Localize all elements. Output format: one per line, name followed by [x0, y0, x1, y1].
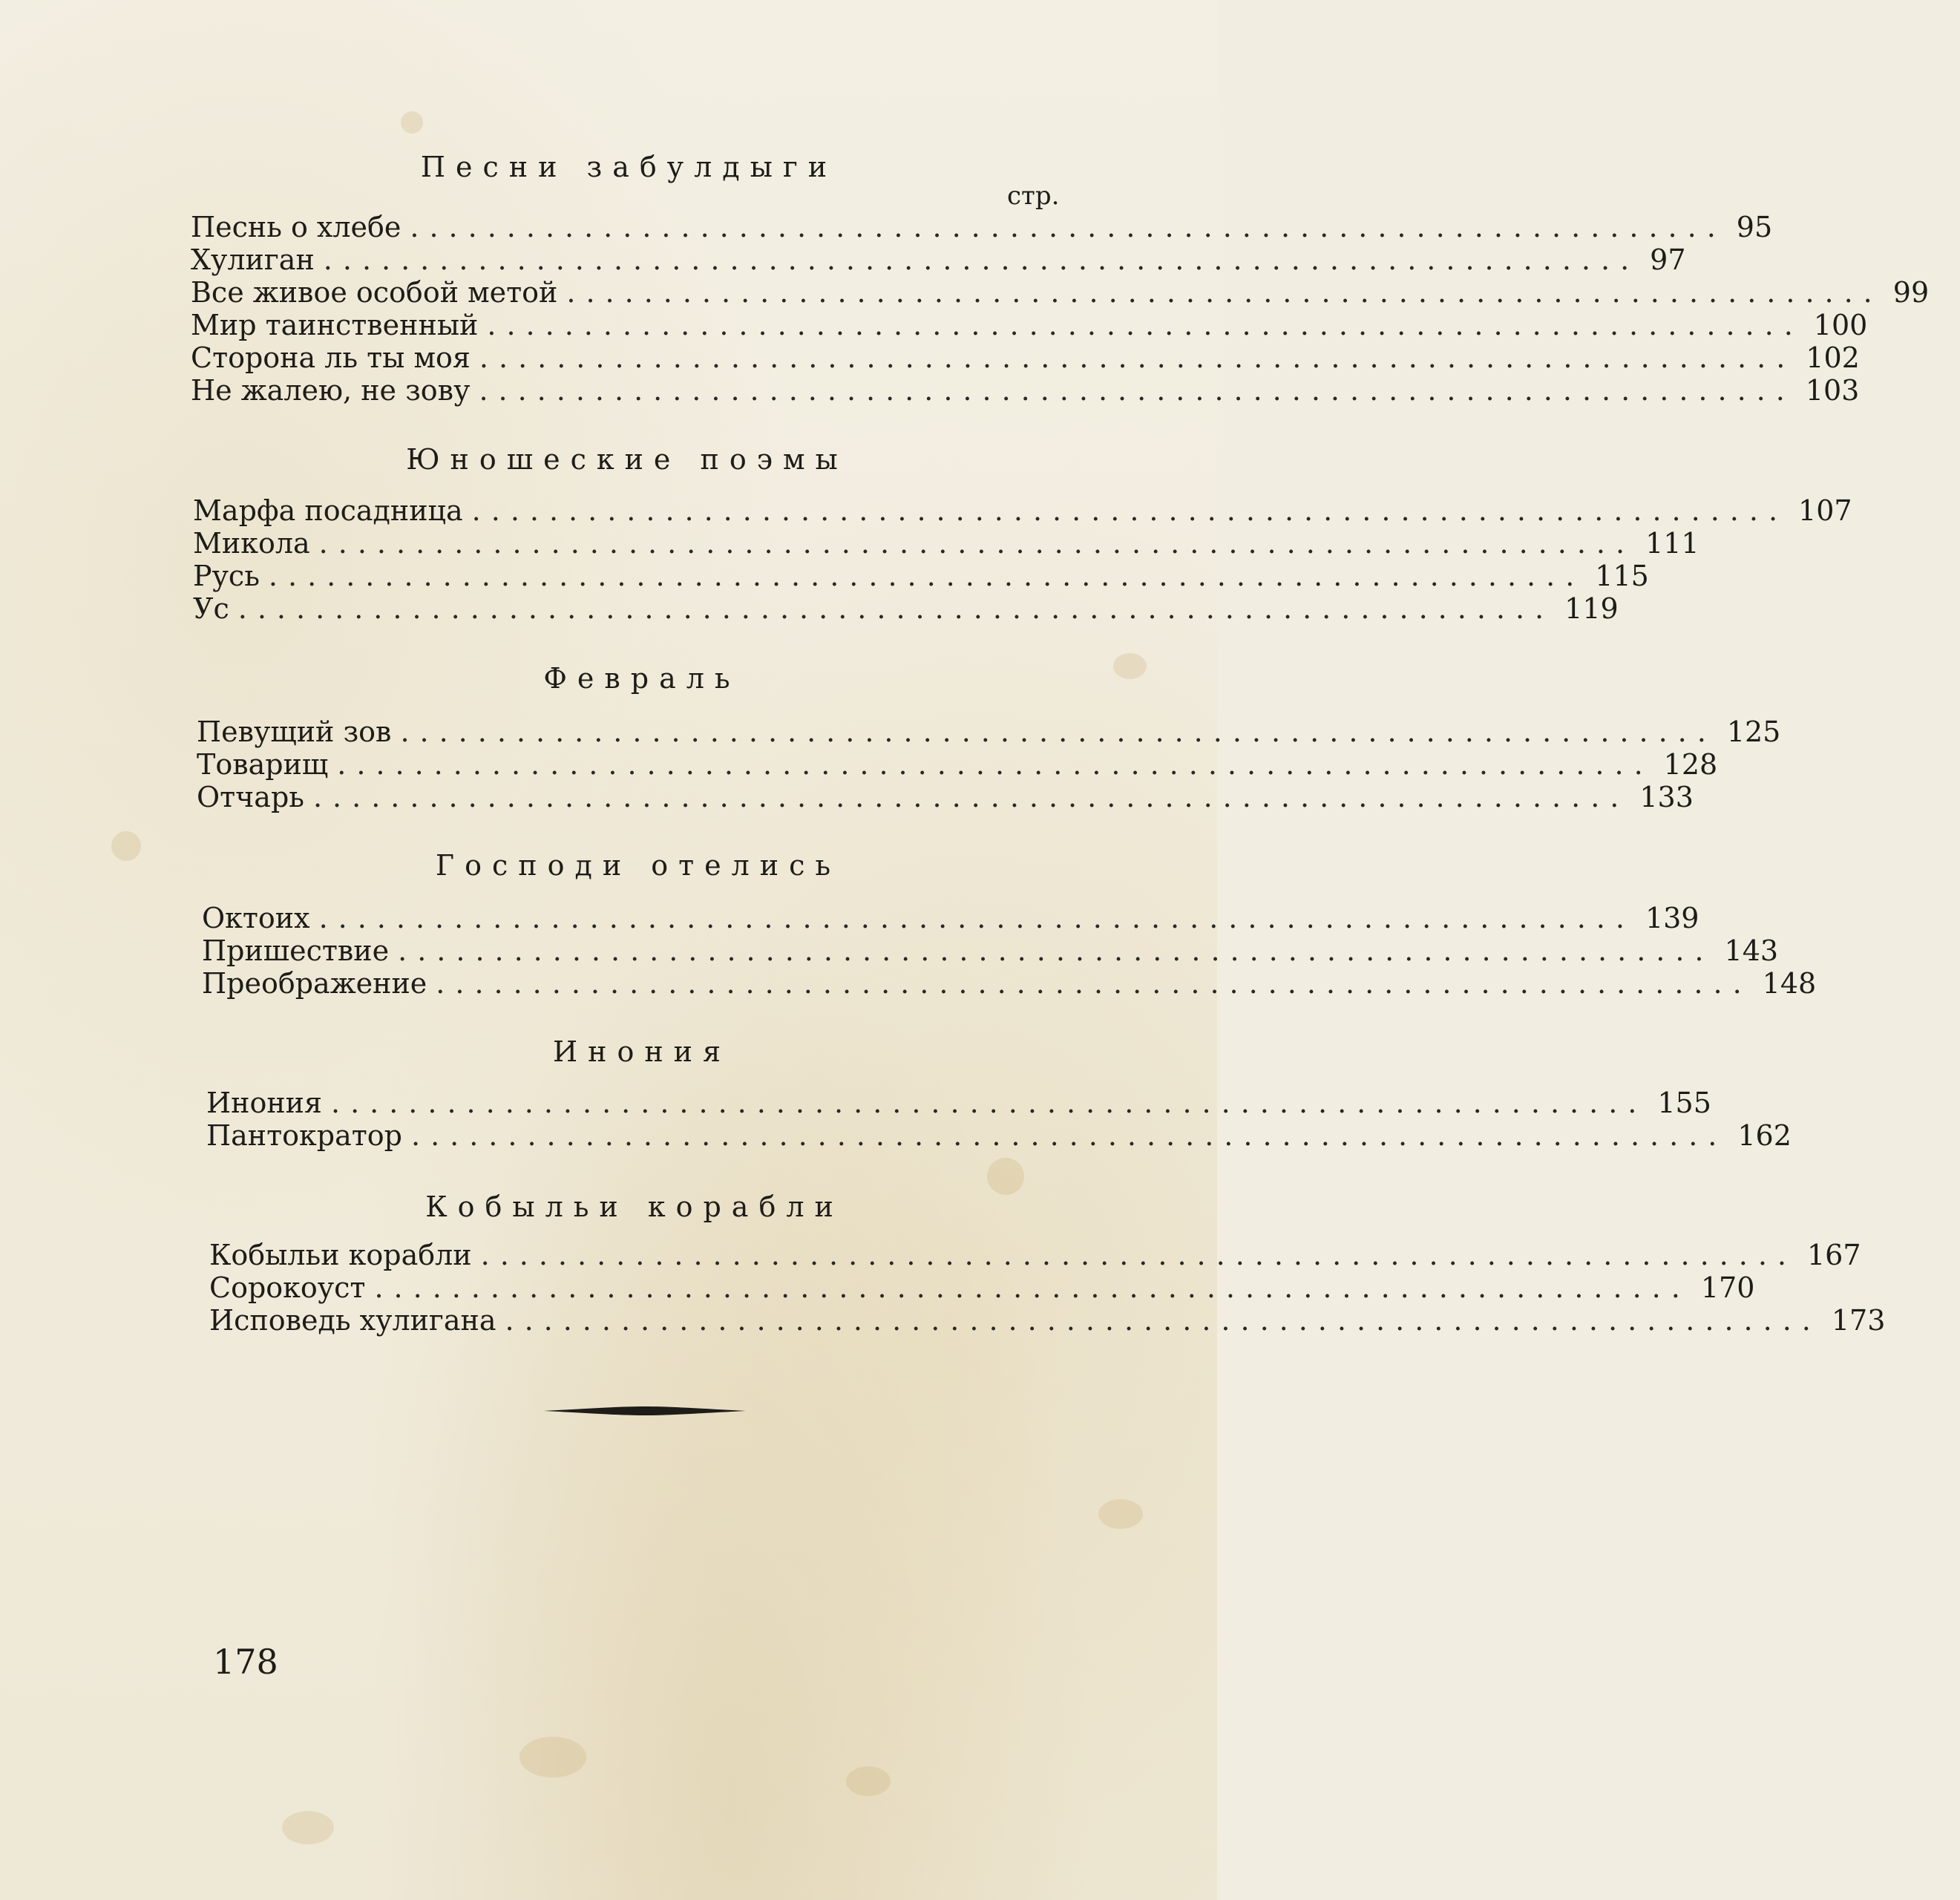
entry-title: Певущий зов: [197, 715, 392, 748]
section-title: Инония: [553, 1035, 731, 1068]
dot-leader: ....................................................................: [480, 1239, 1797, 1271]
entry-title: Ус: [193, 592, 229, 625]
entry-title: Песнь о хлебе: [191, 211, 401, 243]
toc-entry: [193, 494, 1852, 527]
entry-title: Исповедь хулигана: [209, 1304, 496, 1337]
entry-page: 103: [1805, 374, 1860, 407]
dot-leader: ....................................................................: [436, 967, 1752, 1000]
entry-title: Мир таинственный: [191, 309, 479, 341]
entry-title: Не жалею, не зову: [191, 374, 471, 407]
entry-title: Кобыльи корабли: [209, 1239, 472, 1271]
section-title: Песни забулдыги: [420, 151, 838, 183]
section-title: Господи отелись: [435, 849, 842, 882]
dot-leader: ....................................................................: [566, 276, 1883, 309]
dot-leader: ....................................................................: [400, 715, 1717, 748]
toc-entry: [191, 374, 1860, 407]
toc-entry: [202, 934, 1779, 967]
toc-entry: [209, 1271, 1755, 1304]
dot-leader: ....................................................................: [410, 211, 1726, 243]
toc-entry: [193, 560, 1649, 592]
dot-leader: ....................................................................: [337, 748, 1653, 781]
dot-leader: ....................................................................: [398, 934, 1714, 967]
dot-leader: ....................................................................: [487, 309, 1803, 341]
toc-entry: [202, 902, 1700, 934]
entry-page: 102: [1806, 341, 1860, 374]
toc-entry: [202, 967, 1817, 1000]
dot-leader: ....................................................................: [312, 781, 1630, 813]
page-column-label: стр.: [1007, 181, 1060, 211]
paper-stain: [987, 1158, 1024, 1195]
dot-leader: ....................................................................: [237, 592, 1555, 625]
toc-entry: [206, 1087, 1711, 1119]
entry-title: Марфа посадница: [193, 494, 463, 527]
entry-page: 162: [1737, 1119, 1792, 1152]
entry-title: Инония: [206, 1087, 322, 1119]
toc-entry: [197, 715, 1781, 748]
entry-title: Сторона ль ты моя: [191, 341, 471, 374]
toc-entry: [197, 748, 1718, 781]
toc-entry: [191, 309, 1868, 341]
entry-page: 148: [1762, 967, 1817, 1000]
entry-page: 119: [1564, 592, 1619, 625]
dot-leader: ....................................................................: [505, 1304, 1821, 1337]
dot-leader: ....................................................................: [374, 1271, 1691, 1304]
toc-entry: [193, 527, 1700, 560]
entry-page: 173: [1831, 1304, 1886, 1337]
section-title: Юношеские поэмы: [406, 443, 848, 476]
entry-page: 155: [1657, 1087, 1711, 1119]
entry-page: 128: [1663, 748, 1718, 781]
dot-leader: ....................................................................: [471, 494, 1789, 527]
entry-page: 100: [1813, 309, 1868, 341]
toc-entry: [191, 211, 1773, 243]
dot-leader: ....................................................................: [318, 902, 1635, 934]
entry-title: Пантократор: [206, 1119, 402, 1152]
toc-entry: [206, 1119, 1792, 1152]
dot-leader: ....................................................................: [268, 560, 1585, 592]
paper-stain: [1098, 1499, 1143, 1529]
toc-entry: [191, 276, 1930, 309]
dot-leader: ....................................................................: [479, 374, 1795, 407]
entry-title: Все живое особой метой: [191, 276, 558, 309]
toc-entry: [197, 781, 1694, 813]
dot-leader: ....................................................................: [410, 1119, 1728, 1152]
entry-page: 111: [1645, 527, 1700, 560]
entry-page: 107: [1798, 494, 1852, 527]
paper-stain: [282, 1811, 334, 1844]
entry-page: 133: [1639, 781, 1694, 813]
dot-leader: ....................................................................: [318, 527, 1636, 560]
entry-title: Товарищ: [197, 748, 329, 781]
paper-stain: [401, 111, 423, 134]
entry-title: Октоих: [202, 902, 310, 934]
dot-leader: ....................................................................: [330, 1087, 1648, 1119]
toc-entry: [191, 341, 1860, 374]
paper-stain: [520, 1737, 586, 1778]
toc-entry: [209, 1304, 1886, 1337]
entry-page: 99: [1892, 276, 1930, 309]
entry-page: 139: [1645, 902, 1700, 934]
dot-leader: ....................................................................: [479, 341, 1796, 374]
entry-page: 167: [1807, 1239, 1861, 1271]
entry-title: Хулиган: [191, 243, 315, 276]
dot-leader: ....................................................................: [323, 243, 1640, 276]
toc-entry: [209, 1239, 1861, 1271]
paper-stain: [846, 1766, 891, 1796]
entry-page: 97: [1650, 243, 1686, 276]
entry-page: 125: [1726, 715, 1781, 748]
toc-entry: [193, 592, 1619, 625]
entry-title: Преображение: [202, 967, 427, 1000]
entry-title: Русь: [193, 560, 260, 592]
section-title: Кобыльи корабли: [425, 1190, 844, 1223]
entry-page: 115: [1595, 560, 1649, 592]
entry-title: Пришествие: [202, 934, 390, 967]
entry-title: Сорокоуст: [209, 1271, 366, 1304]
entry-title: Отчарь: [197, 781, 304, 813]
entry-page: 95: [1736, 211, 1773, 243]
page-number: 178: [213, 1642, 278, 1682]
entry-page: 143: [1724, 934, 1779, 967]
ornament-divider: [544, 1405, 746, 1417]
section-title: Февраль: [543, 662, 741, 695]
toc-entry: [191, 243, 1686, 276]
entry-title: Микола: [193, 527, 310, 560]
entry-page: 170: [1700, 1271, 1755, 1304]
